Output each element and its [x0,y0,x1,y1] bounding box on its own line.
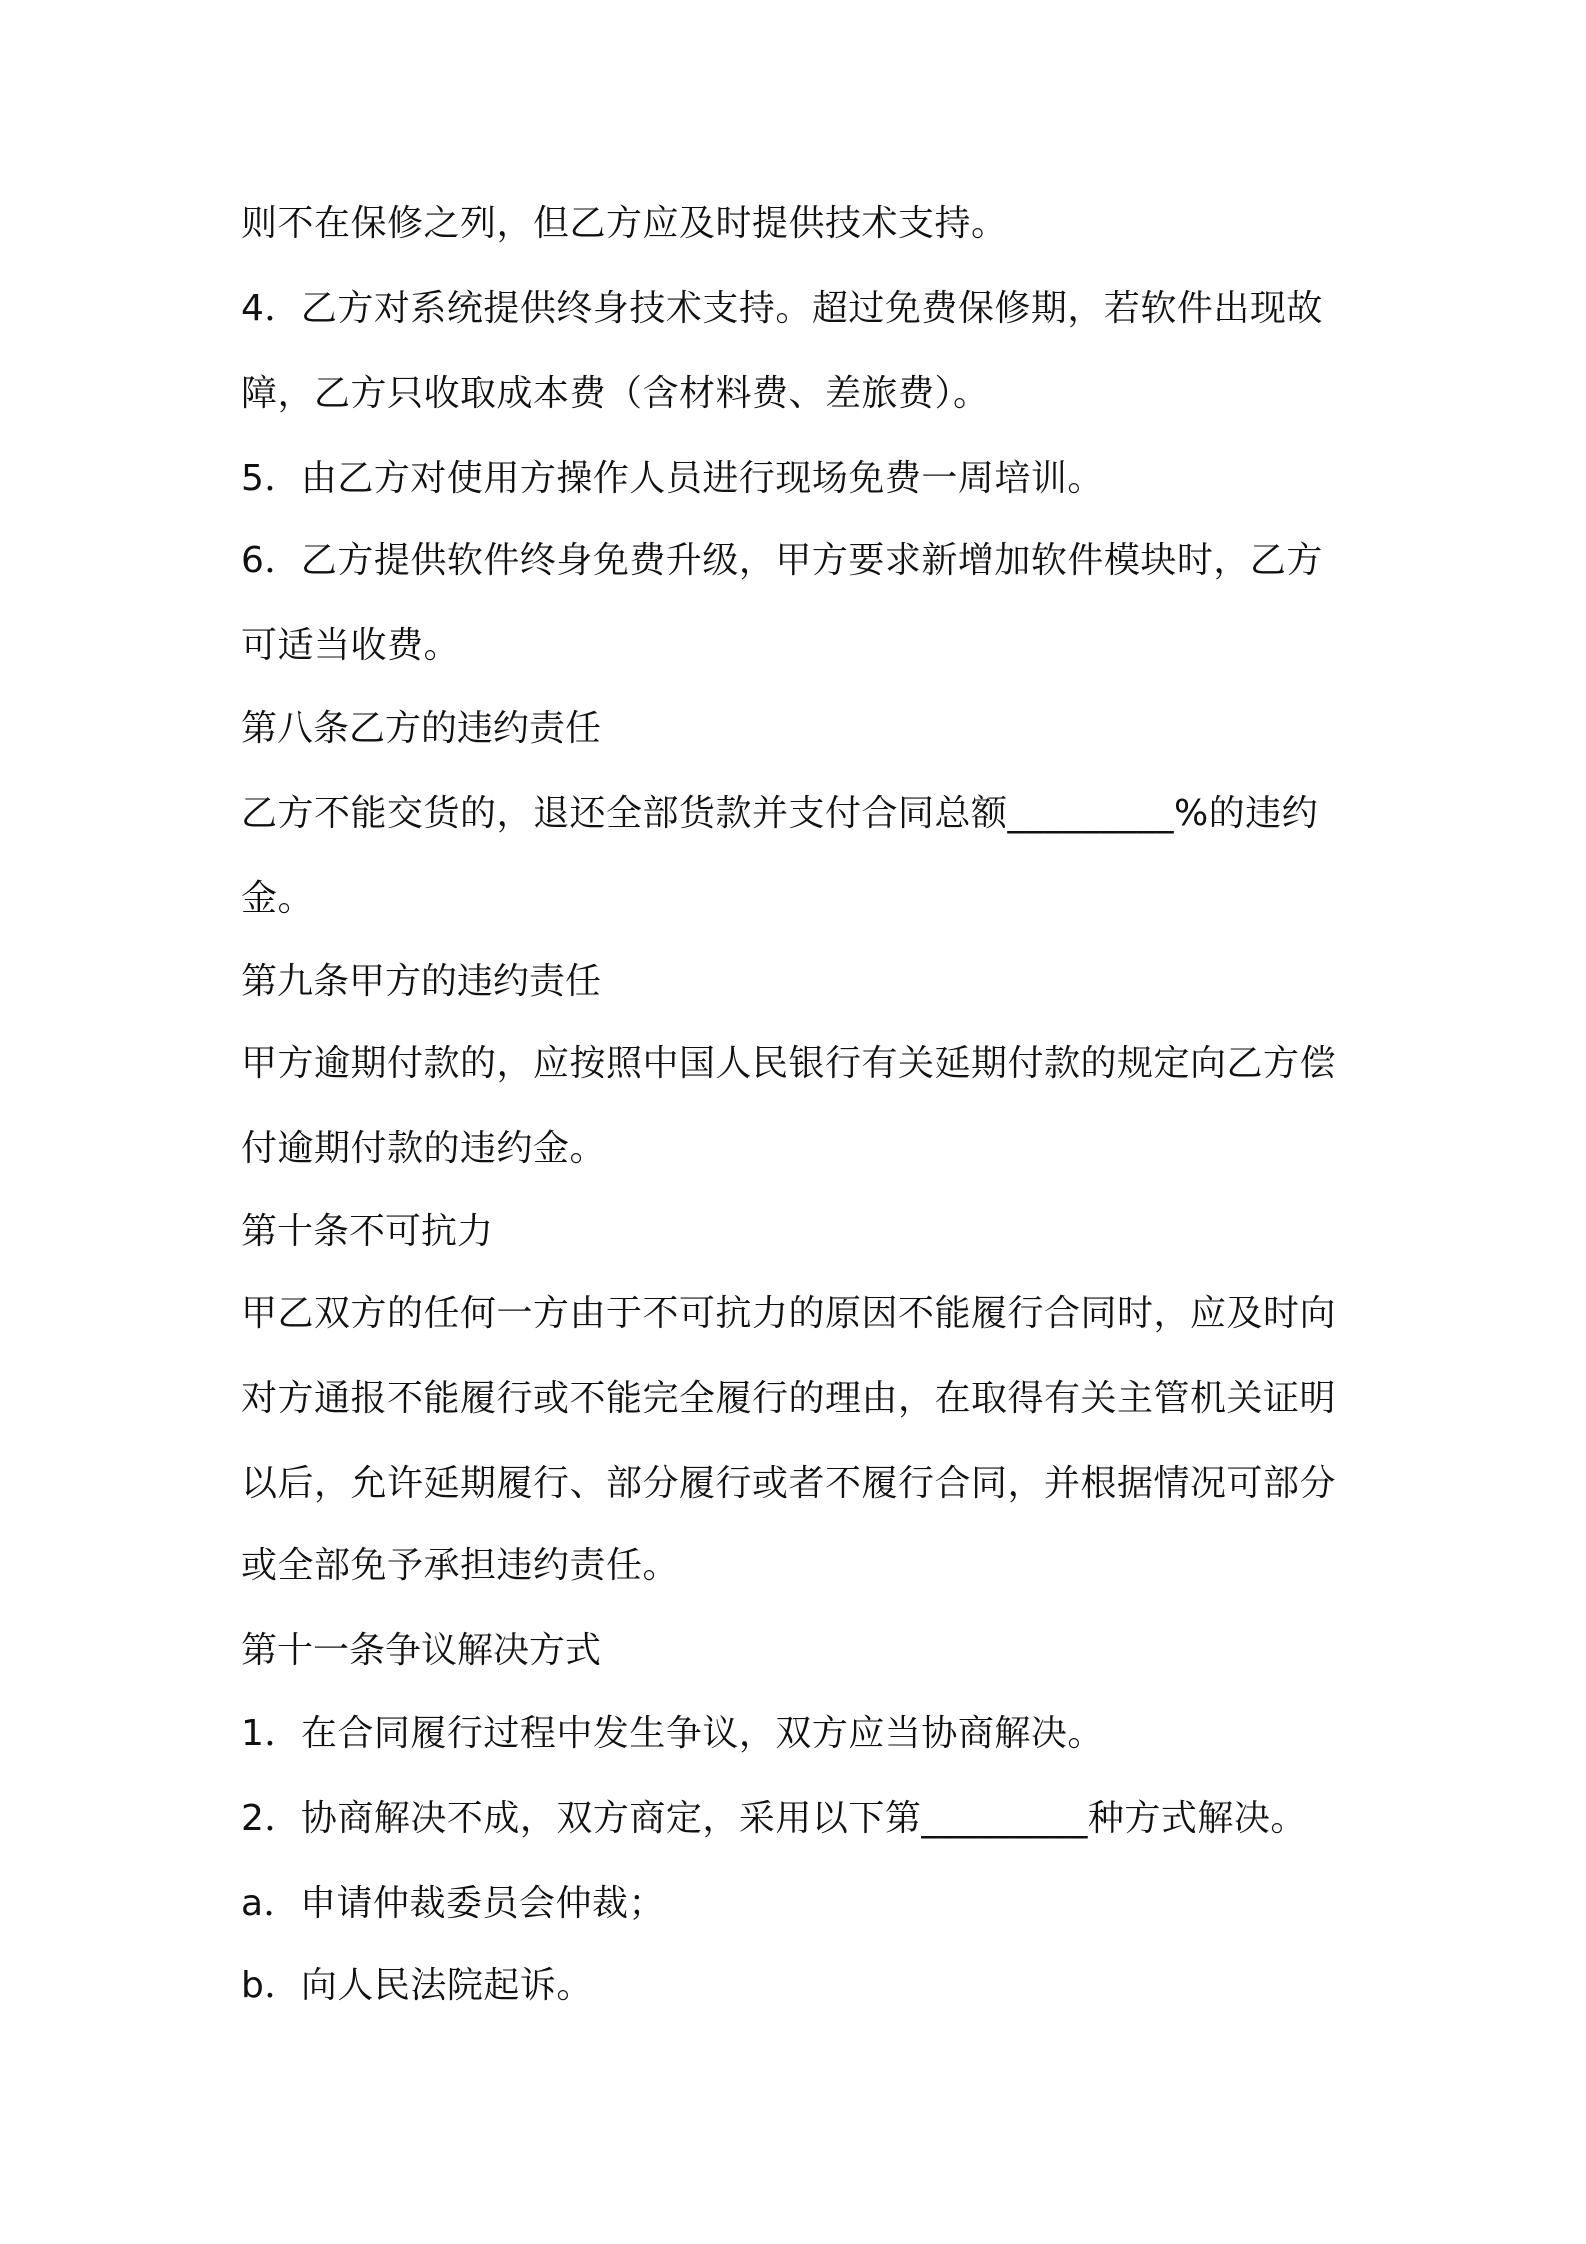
section-heading: 第八条乙方的违约责任 [241,708,602,749]
section-heading: 第十一条争议解决方式 [241,1630,602,1671]
text-line: 4．乙方对系统提供终身技术支持。超过免费保修期，若软件出现故 [241,288,1323,329]
text-line: 6．乙方提供软件终身免费升级，甲方要求新增加软件模块时，乙方 [241,540,1323,581]
text-line: 对方通报不能履行或不能完全履行的理由，在取得有关主管机关证明 [241,1378,1337,1419]
text-line: 以后，允许延期履行、部分履行或者不履行合同，并根据情况可部分 [241,1463,1337,1504]
section-heading: 第九条甲方的违约责任 [241,961,602,1002]
text-line: 障，乙方只收取成本费（含材料费、差旅费）。 [241,373,990,414]
text-line: 或全部免予承担违约责任。 [241,1545,680,1586]
section-heading: 第十条不可抗力 [241,1211,494,1252]
text-line: 1．在合同履行过程中发生争议，双方应当协商解决。 [241,1713,1104,1754]
text-line: 金。 [241,878,315,919]
text-line: 5．由乙方对使用方操作人员进行现场免费一周培训。 [241,458,1104,499]
text-line: 甲方逾期付款的，应按照中国人民银行有关延期付款的规定向乙方偿 [241,1043,1337,1084]
text-line: 2．协商解决不成，双方商定，采用以下第_________种方式解决。 [241,1798,1307,1839]
text-line: 甲乙双方的任何一方由于不可抗力的原因不能履行合同时，应及时向 [241,1293,1337,1334]
text-line: 则不在保修之列，但乙方应及时提供技术支持。 [241,203,1008,244]
text-line: 乙方不能交货的，退还全部货款并支付合同总额_________%的违约 [241,793,1319,834]
text-line: a．申请仲裁委员会仲裁； [241,1883,666,1924]
text-line: b．向人民法院起诉。 [241,1965,593,2006]
text-line: 可适当收费。 [241,625,461,666]
text-line: 付逾期付款的违约金。 [241,1128,607,1169]
